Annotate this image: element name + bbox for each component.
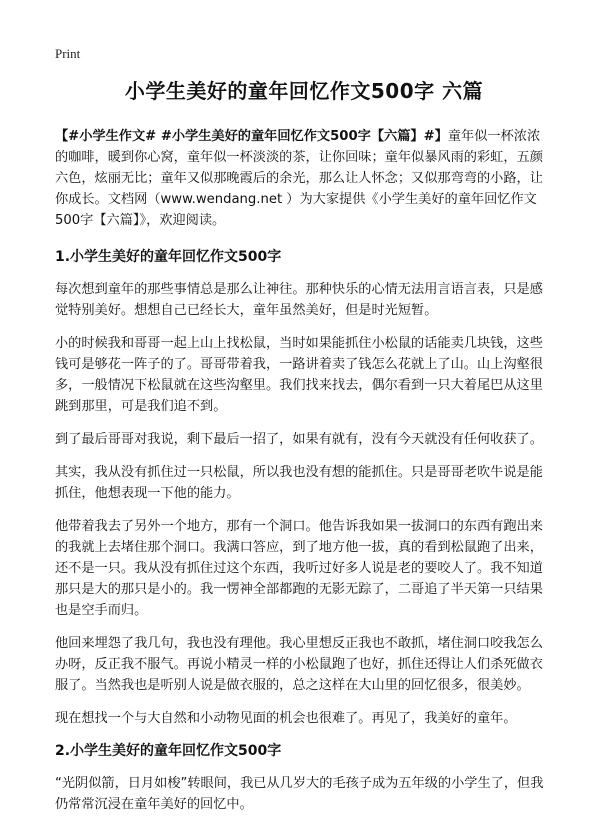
section-1-paragraph: 现在想找一个与大自然和小动物见面的机会也很难了。再见了，我美好的童年。	[55, 711, 517, 726]
article	[55, 78, 553, 827]
section-2-paragraph: “光阴似箭，日月如梭”转眼间，我已从几岁大的毛孩子成为五年级的小学生了，但我仍常常沉浸在童年美好的回忆中。	[55, 776, 544, 812]
section-heading-2: 2.小学生美好的童年回忆作文500字	[55, 743, 282, 759]
section-1-paragraph: 每次想到童年的那些事情总是那么让神往。那种快乐的心情无法用言语言表，只是感觉特别美好。想想自己已经长大，童年虽然美好，但是时光短暂。	[55, 282, 543, 318]
section-1-paragraph: 其实，我从没有抓住过一只松鼠，所以我也没有想的能抓住。只是哥哥老吹牛说是能抓住，他想表现一下他的能力。	[55, 465, 543, 501]
section-heading-1: 1.小学生美好的童年回忆作文500字	[55, 249, 282, 265]
page-title: 小学生美好的童年回忆作文500字 六篇	[124, 79, 484, 103]
intro-tag: 【#小学生作文# #小学生美好的童年回忆作文500字【六篇】#】	[55, 129, 448, 144]
section-1-paragraph: 小的时候我和哥哥一起上山上找松鼠，当时如果能抓住小松鼠的话能卖几块钱，这些钱可是够花一阵子的了。哥哥带着我，一路讲着卖了钱怎么花就上了山。山上沟壑很多，一般情况下松鼠就在这些沟壑里。我们找来找去，偶尔看到一只大着尾巴从这里跳到那里，可是我们追不到。	[55, 336, 543, 414]
intro-text: 童年似一杯浓浓的咖啡，暖到你心窝，童年似一杯淡淡的茶，让你回味；童年似暴风雨的彩虹，五颜六色，炫丽无比；童年又似那晚霞后的余光，那么让人怀念；又似那弯弯的小路，让你成长。文档网（www.wendang.net ）为大家提供《小学生美好的童年回忆作文500字【六篇】》，欢迎阅读。	[55, 129, 543, 228]
section-1-paragraph: 他带着我去了另外一个地方，那有一个洞口。他告诉我如果一拔洞口的东西有跑出来的我就上去堵住那个洞口。我满口答应，到了地方他一拔，真的看到松鼠跑了出来，还不是一只。我从没有抓住过这个东西，我听过好多人说是老的要咬人了。我不知道那只是大的那只是小的。我一愣神全部都跑的无影无踪了，二哥追了半天第一只结果也是空手而归。	[55, 519, 543, 618]
print-link[interactable]: Print	[55, 46, 81, 61]
section-1-paragraph: 他回来埋怨了我几句，我也没有理他。我心里想反正我也不敢抓，堵住洞口咬我怎么办呀，反正我不服气。再说小精灵一样的小松鼠跑了也好，抓住还得让人们杀死做衣服了。当然我也是听别人说是做衣服的，总之这样在大山里的回忆很多，很美妙。	[55, 636, 543, 693]
section-1-paragraph: 到了最后哥哥对我说，剩下最后一招了，如果有就有，没有今天就没有任何收获了。	[55, 432, 543, 447]
intro-paragraph	[55, 126, 553, 231]
